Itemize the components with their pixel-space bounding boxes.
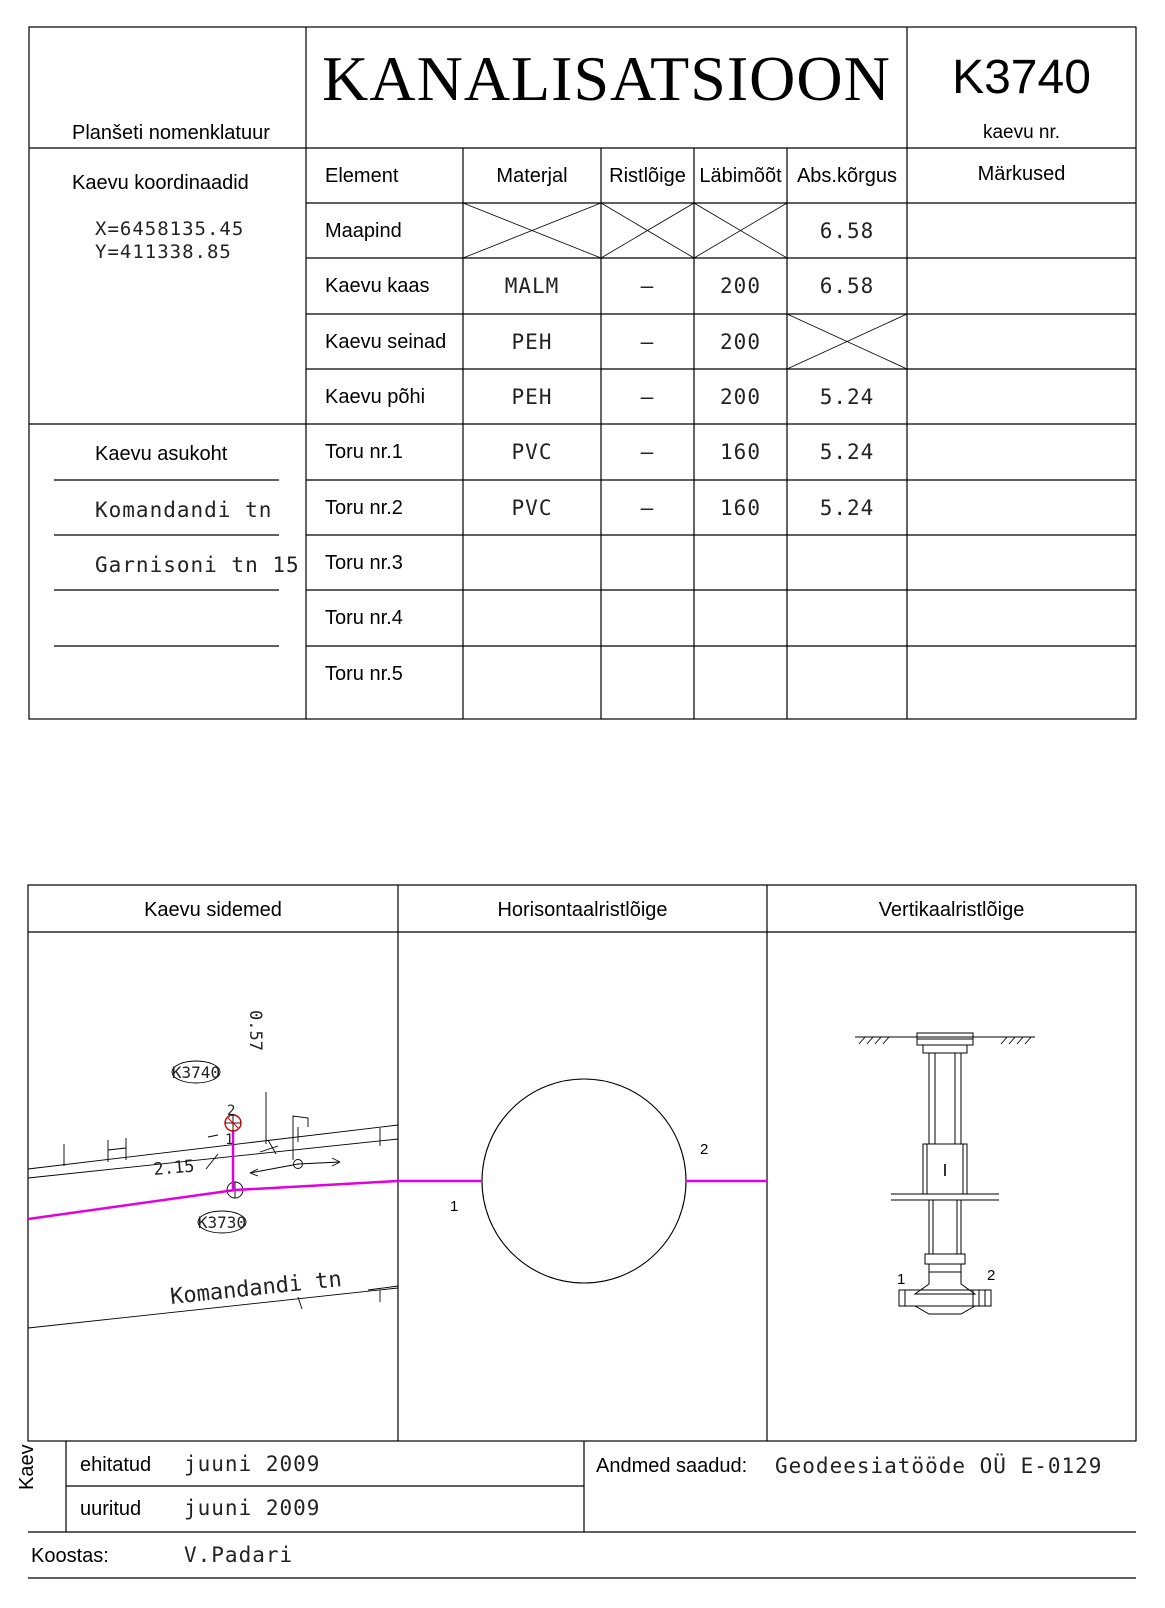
row-elevation: 5.24 (819, 440, 875, 464)
col-header-diameter: Läbimõõt (699, 165, 782, 187)
location-line-1: Komandandi tn (95, 498, 273, 522)
row-diameter: 160 (720, 440, 761, 464)
location-label: Kaevu asukoht (95, 443, 228, 465)
coords-label: Kaevu koordinaadid (72, 172, 249, 194)
coord-x: X=6458135.45 (95, 218, 245, 240)
nomenclature-label: Planšeti nomenklatuur (72, 122, 270, 144)
surveyed-label: uuritud (80, 1498, 142, 1520)
horizontal-title: Horisontaalristlõige (497, 899, 668, 921)
row-cross: – (640, 330, 655, 354)
vertical-section (767, 932, 1136, 1441)
vertical-title: Vertikaalristlõige (878, 899, 1025, 921)
row-element: Toru nr.3 (325, 552, 403, 574)
horizontal-section (398, 932, 767, 1441)
row-diameter: 200 (720, 385, 761, 409)
row-element: Kaevu kaas (325, 275, 430, 297)
row-cross: – (640, 274, 655, 298)
location-map (28, 932, 398, 1441)
vertical-pipe-1: 1 (897, 1271, 906, 1288)
author-label: Koostas: (31, 1545, 109, 1567)
col-header-elevation: Abs.kõrgus (796, 165, 898, 187)
well-nr-label: kaevu nr. (982, 122, 1061, 143)
row-elevation: 6.58 (819, 274, 875, 298)
row-elevation: 6.58 (819, 219, 875, 243)
well-id: K3740 (952, 51, 1091, 104)
sidemed-title: Kaevu sidemed (144, 899, 282, 921)
coord-y: Y=411338.85 (95, 241, 232, 263)
map-neighbor-label: K3730 (197, 1213, 247, 1232)
row-element: Kaevu põhi (325, 386, 426, 408)
built-value: juuni 2009 (184, 1452, 321, 1476)
map-pipe-2: 2 (227, 1103, 236, 1119)
row-element: Toru nr.4 (325, 607, 403, 629)
location-line-2: Garnisoni tn 15 (95, 553, 300, 577)
horizontal-pipe-1: 1 (450, 1198, 459, 1215)
row-diameter: 200 (720, 274, 761, 298)
row-element: Toru nr.1 (325, 441, 403, 463)
built-label: ehitatud (80, 1454, 152, 1476)
source-value: Geodeesiatööde OÜ E-0129 (775, 1454, 1103, 1478)
row-element: Toru nr.2 (325, 497, 403, 519)
author-value: V.Padari (184, 1543, 294, 1567)
row-material: PEH (511, 385, 553, 409)
vertical-pipe-2: 2 (987, 1267, 996, 1284)
map-dim-b: 2.15 (152, 1156, 196, 1180)
col-header-element: Element (325, 165, 399, 187)
row-material: MALM (504, 274, 560, 298)
footer-side-label: Kaev (16, 1444, 38, 1490)
map-street-label: Komandandi tn (169, 1267, 343, 1310)
row-diameter: 160 (720, 496, 761, 520)
document-title: KANALISATSIOON (322, 43, 891, 114)
row-cross: – (640, 496, 655, 520)
surveyed-value: juuni 2009 (184, 1496, 321, 1520)
col-header-notes: Märkused (977, 163, 1066, 185)
row-element: Toru nr.5 (325, 663, 403, 685)
col-header-cross: Ristlõige (609, 165, 686, 187)
row-material: PVC (511, 496, 553, 520)
row-material: PEH (511, 330, 553, 354)
row-element: Kaevu seinad (325, 331, 447, 353)
source-label: Andmed saadud: (596, 1455, 748, 1477)
map-dim-a: 0.57 (245, 1010, 265, 1051)
row-cross: – (640, 440, 655, 464)
row-element: Maapind (325, 220, 402, 242)
sewer-pipe-lines (28, 1131, 398, 1219)
row-elevation: 5.24 (819, 496, 875, 520)
row-cross: – (640, 385, 655, 409)
horizontal-pipe-2: 2 (700, 1141, 709, 1158)
map-well-label: K3740 (171, 1063, 221, 1082)
col-header-material: Materjal (496, 165, 568, 187)
row-elevation: 5.24 (819, 385, 875, 409)
row-diameter: 200 (720, 330, 761, 354)
row-material: PVC (511, 440, 553, 464)
map-pipe-1: 1 (225, 1132, 234, 1148)
